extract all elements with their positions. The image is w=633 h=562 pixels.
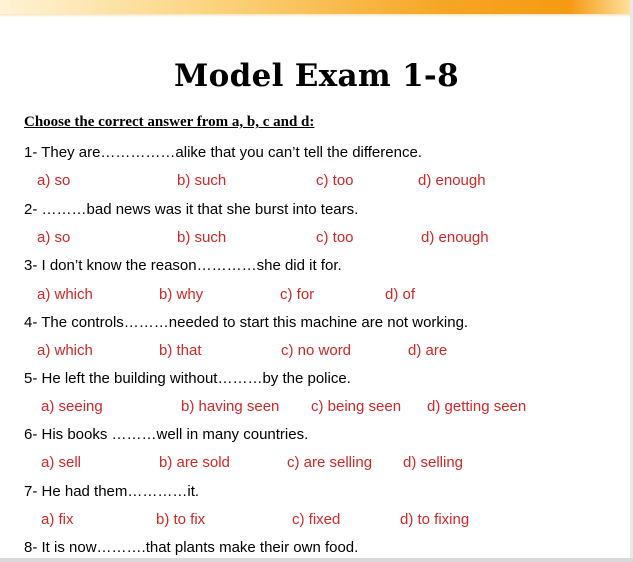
- question-6: 6- His books ………well in many countries.: [24, 426, 309, 443]
- question-2-option-b[interactable]: b) such: [177, 229, 227, 246]
- question-7: 7- He had them…………it.: [24, 483, 200, 500]
- question-5-option-a[interactable]: a) seeing: [41, 398, 103, 415]
- question-6-option-a[interactable]: a) sell: [41, 454, 82, 471]
- question-7-option-d[interactable]: d) to fixing: [400, 511, 470, 528]
- question-1-option-b[interactable]: b) such: [177, 172, 227, 189]
- question-3: 3- I don’t know the reason…………she did it for.: [24, 257, 342, 274]
- top-decorative-band: [0, 0, 633, 14]
- question-4-option-b[interactable]: b) that: [159, 342, 202, 359]
- instruction-text: Choose the correct answer from a, b, c and d:: [24, 114, 315, 130]
- question-5-option-d[interactable]: d) getting seen: [427, 398, 527, 415]
- top-band-shadow: [0, 14, 633, 17]
- page-bottom-edge: [0, 558, 633, 562]
- page-title: Model Exam 1-8: [174, 58, 459, 94]
- question-4: 4- The controls………needed to start this machine are not working.: [24, 314, 469, 331]
- question-1: 1- They are……………alike that you can’t tell the difference.: [24, 144, 422, 161]
- question-1-option-c[interactable]: c) too: [316, 172, 354, 189]
- question-2-option-d[interactable]: d) enough: [421, 229, 489, 246]
- question-2: 2- ………bad news was it that she burst into tears.: [24, 201, 359, 218]
- question-6-option-d[interactable]: d) selling: [403, 454, 464, 471]
- question-3-option-d[interactable]: d) of: [385, 286, 416, 303]
- question-7-option-c[interactable]: c) fixed: [292, 511, 341, 528]
- question-7-option-a[interactable]: a) fix: [41, 511, 74, 528]
- question-6-option-c[interactable]: c) are selling: [287, 454, 373, 471]
- question-5-option-b[interactable]: b) having seen: [181, 398, 280, 415]
- question-5: 5- He left the building without………by the police.: [24, 370, 351, 387]
- question-3-option-b[interactable]: b) why: [159, 286, 204, 303]
- question-1-option-d[interactable]: d) enough: [418, 172, 486, 189]
- question-3-option-a[interactable]: a) which: [37, 286, 93, 303]
- question-7-option-b[interactable]: b) to fix: [156, 511, 206, 528]
- question-1-option-a[interactable]: a) so: [37, 172, 71, 189]
- question-5-option-c[interactable]: c) being seen: [311, 398, 402, 415]
- question-2-option-c[interactable]: c) too: [316, 229, 354, 246]
- question-4-option-a[interactable]: a) which: [37, 342, 93, 359]
- question-2-option-a[interactable]: a) so: [37, 229, 71, 246]
- question-8: 8- It is now……….that plants make their own food.: [24, 539, 359, 556]
- question-4-option-d[interactable]: d) are: [408, 342, 448, 359]
- question-4-option-c[interactable]: c) no word: [281, 342, 352, 359]
- question-3-option-c[interactable]: c) for: [280, 286, 315, 303]
- question-6-option-b[interactable]: b) are sold: [159, 454, 230, 471]
